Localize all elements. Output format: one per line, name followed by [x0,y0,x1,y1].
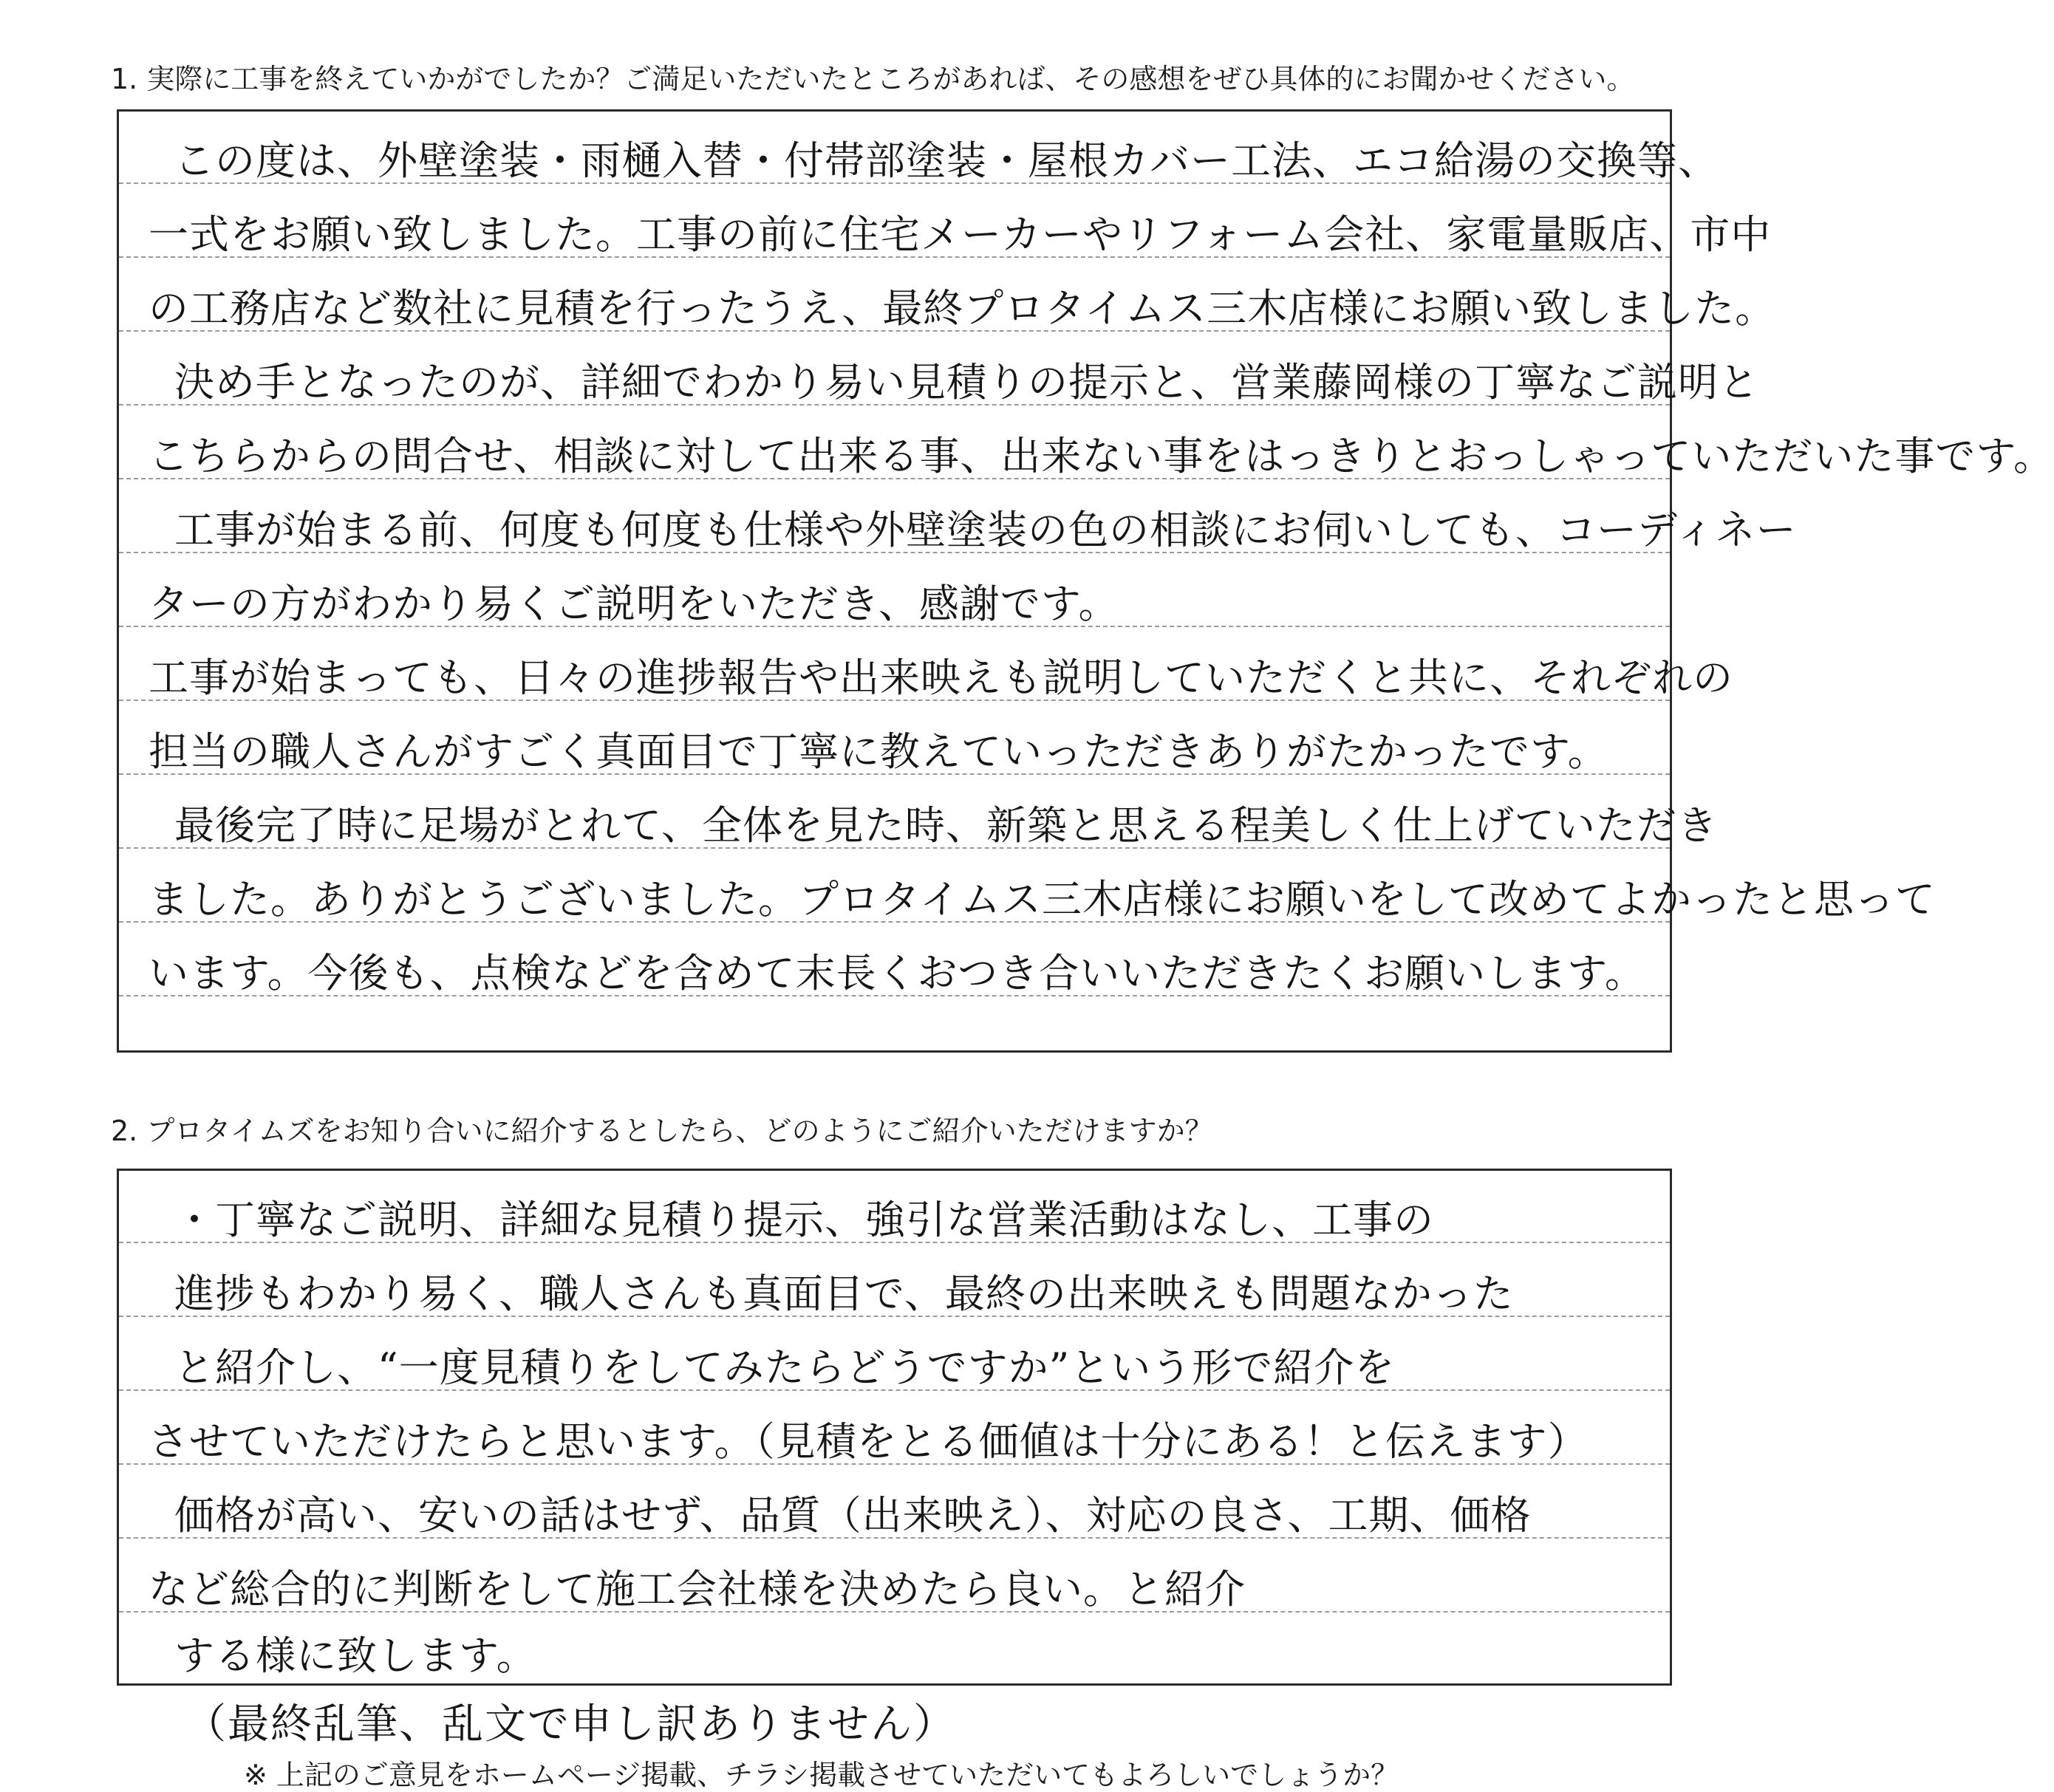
answer-2-line: させていただけたらと思います。（見積をとる価値は十分にある！と伝えます） [149,1418,1589,1465]
answer-1-line: 最後完了時に足場がとれて、全体を見た時、新築と思える程美しく仕上げていただき [174,802,1718,849]
footer-question: ※ 上記のご意見をホームページ掲載、チラシ掲載させていただいてもよろしいでしょうか？ [244,1759,1399,1791]
answer-2-line: など総合的に判断をして施工会社様を決めたら良い。と紹介 [149,1566,1246,1613]
answer-1-line: こちらからの問合せ、相談に対して出来る事、出来ない事をはっきりとおっしゃっていただいた事です。 [149,433,2054,479]
answer-box-1 [117,109,2054,1053]
answer-2-line: 価格が高い、安いの話はせず、品質（出来映え）、対応の良さ、工期、価格 [174,1492,1532,1539]
question-2-prompt: 2. プロタイムズをお知り合いに紹介するとしたら、どのようにご紹介いただけますか？ [111,1115,1213,1147]
answer-box-2 [117,1169,1672,1686]
answer-1-line: 工事が始まる前、何度も何度も仕様や外壁塗装の色の相談にお伺いしても、コーディネー [174,507,1797,553]
answer-1-line: います。今後も、点検などを含めて末長くおつき合いいただきたくお願いします。 [149,950,1645,996]
closing-note: （最終乱筆、乱文で申し訳ありません） [185,1700,956,1748]
answer-1-line: 決め手となったのが、詳細でわかり易い見積りの提示と、営業藤岡様の丁寧なご説明と [174,359,1759,406]
answer-1-line: 一式をお願い致しました。工事の前に住宅メーカーやリフォーム会社、家電量販店、市中 [149,211,1772,258]
answer-1-line: この度は、外壁塗装・雨樋入替・付帯部塗装・屋根カバー工法、エコ給湯の交換等、 [174,137,1719,184]
answer-1-line: ターの方がわかり易くご説明をいただき、感謝です。 [149,581,1119,627]
answer-2-line: する様に致します。 [174,1632,537,1679]
answer-2-line: ・丁寧なご説明、詳細な見積り提示、強引な営業活動はなし、工事の [174,1197,1434,1243]
answer-1-line: ました。ありがとうございました。プロタイムス三木店様にお願いをして改めてよかったと思って [149,876,1936,923]
answer-2-line: 進捗もわかり易く、職人さんも真面目で、最終の出来映えも問題なかった [174,1271,1514,1317]
answer-1-line: 工事が始まっても、日々の進捗報告や出来映えも説明していただくと共に、それぞれの [149,654,1733,701]
answer-1-line: の工務店など数社に見積を行ったうえ、最終プロタイムス三木店様にお願い致しました。 [149,285,1776,332]
question-1-prompt: 1. 実際に工事を終えていかがでしたか？ご満足いただいたところがあれば、その感想をぜひ具体的にお聞かせください。 [111,63,1635,95]
answer-2-line: と紹介し、“一度見積りをしてみたらどうですか”という形で紹介を [174,1344,1396,1391]
answer-1-line: 担当の職人さんがすごく真面目で丁寧に教えていっただきありがたかったです。 [149,728,1608,775]
